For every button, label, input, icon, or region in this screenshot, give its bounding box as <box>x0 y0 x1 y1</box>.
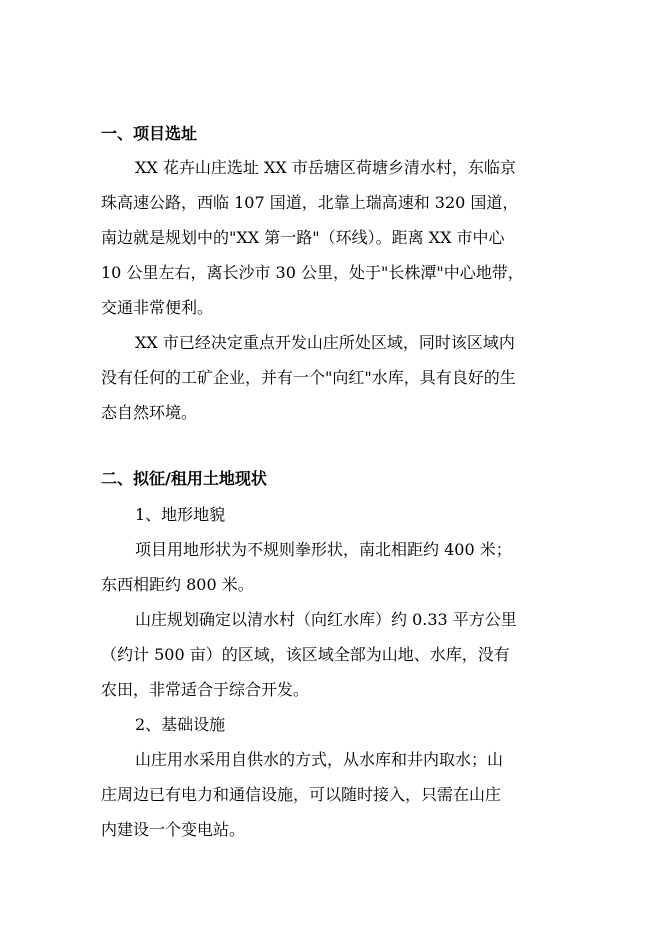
paragraph-line: 交通非常便利。 <box>101 298 214 317</box>
paragraph-line: 山庄用水采用自供水的方式，从水库和井内取水；山 <box>135 750 504 769</box>
paragraph-line: XX 市已经决定重点开发山庄所处区域，同时该区域内 <box>135 333 515 352</box>
paragraph-line: 项目用地形状为不规则拳形状，南北相距约 400 米； <box>135 540 512 559</box>
paragraph-line: 态自然环境。 <box>101 403 198 422</box>
paragraph-line: （约计 500 亩）的区域，该区域全部为山地、水库，没有 <box>101 645 510 664</box>
paragraph-line: 山庄规划确定以清水村（向红水库）约 0.33 平方公里 <box>135 610 517 629</box>
paragraph-line: 庄周边已有电力和通信设施，可以随时接入，只需在山庄 <box>101 785 502 804</box>
paragraph-line: 农田，非常适合于综合开发。 <box>101 680 310 699</box>
subheading-infrastructure: 2、基础设施 <box>135 715 226 734</box>
paragraph-line: 没有任何的工矿企业，并有一个"向红"水库，具有良好的生 <box>101 368 516 387</box>
section-heading-site-selection: 一、项目选址 <box>101 124 198 143</box>
section-heading-land-status: 二、拟征/租用土地现状 <box>101 469 267 488</box>
paragraph-line: 珠高速公路，西临 107 国道，北靠上瑞高速和 320 国道， <box>101 193 519 212</box>
subheading-terrain: 1、地形地貌 <box>135 505 226 524</box>
paragraph-line: 内建设一个变电站。 <box>101 820 246 839</box>
paragraph-line: 东西相距约 800 米。 <box>101 575 254 594</box>
paragraph-line: 南边就是规划中的"XX 第一路"（环线）。距离 XX 市中心 <box>101 228 505 247</box>
paragraph-line: 10 公里左右，离长沙市 30 公里，处于"长株潭"中心地带， <box>101 263 524 282</box>
paragraph-line: XX 花卉山庄选址 XX 市岳塘区荷塘乡清水村，东临京 <box>135 158 516 177</box>
